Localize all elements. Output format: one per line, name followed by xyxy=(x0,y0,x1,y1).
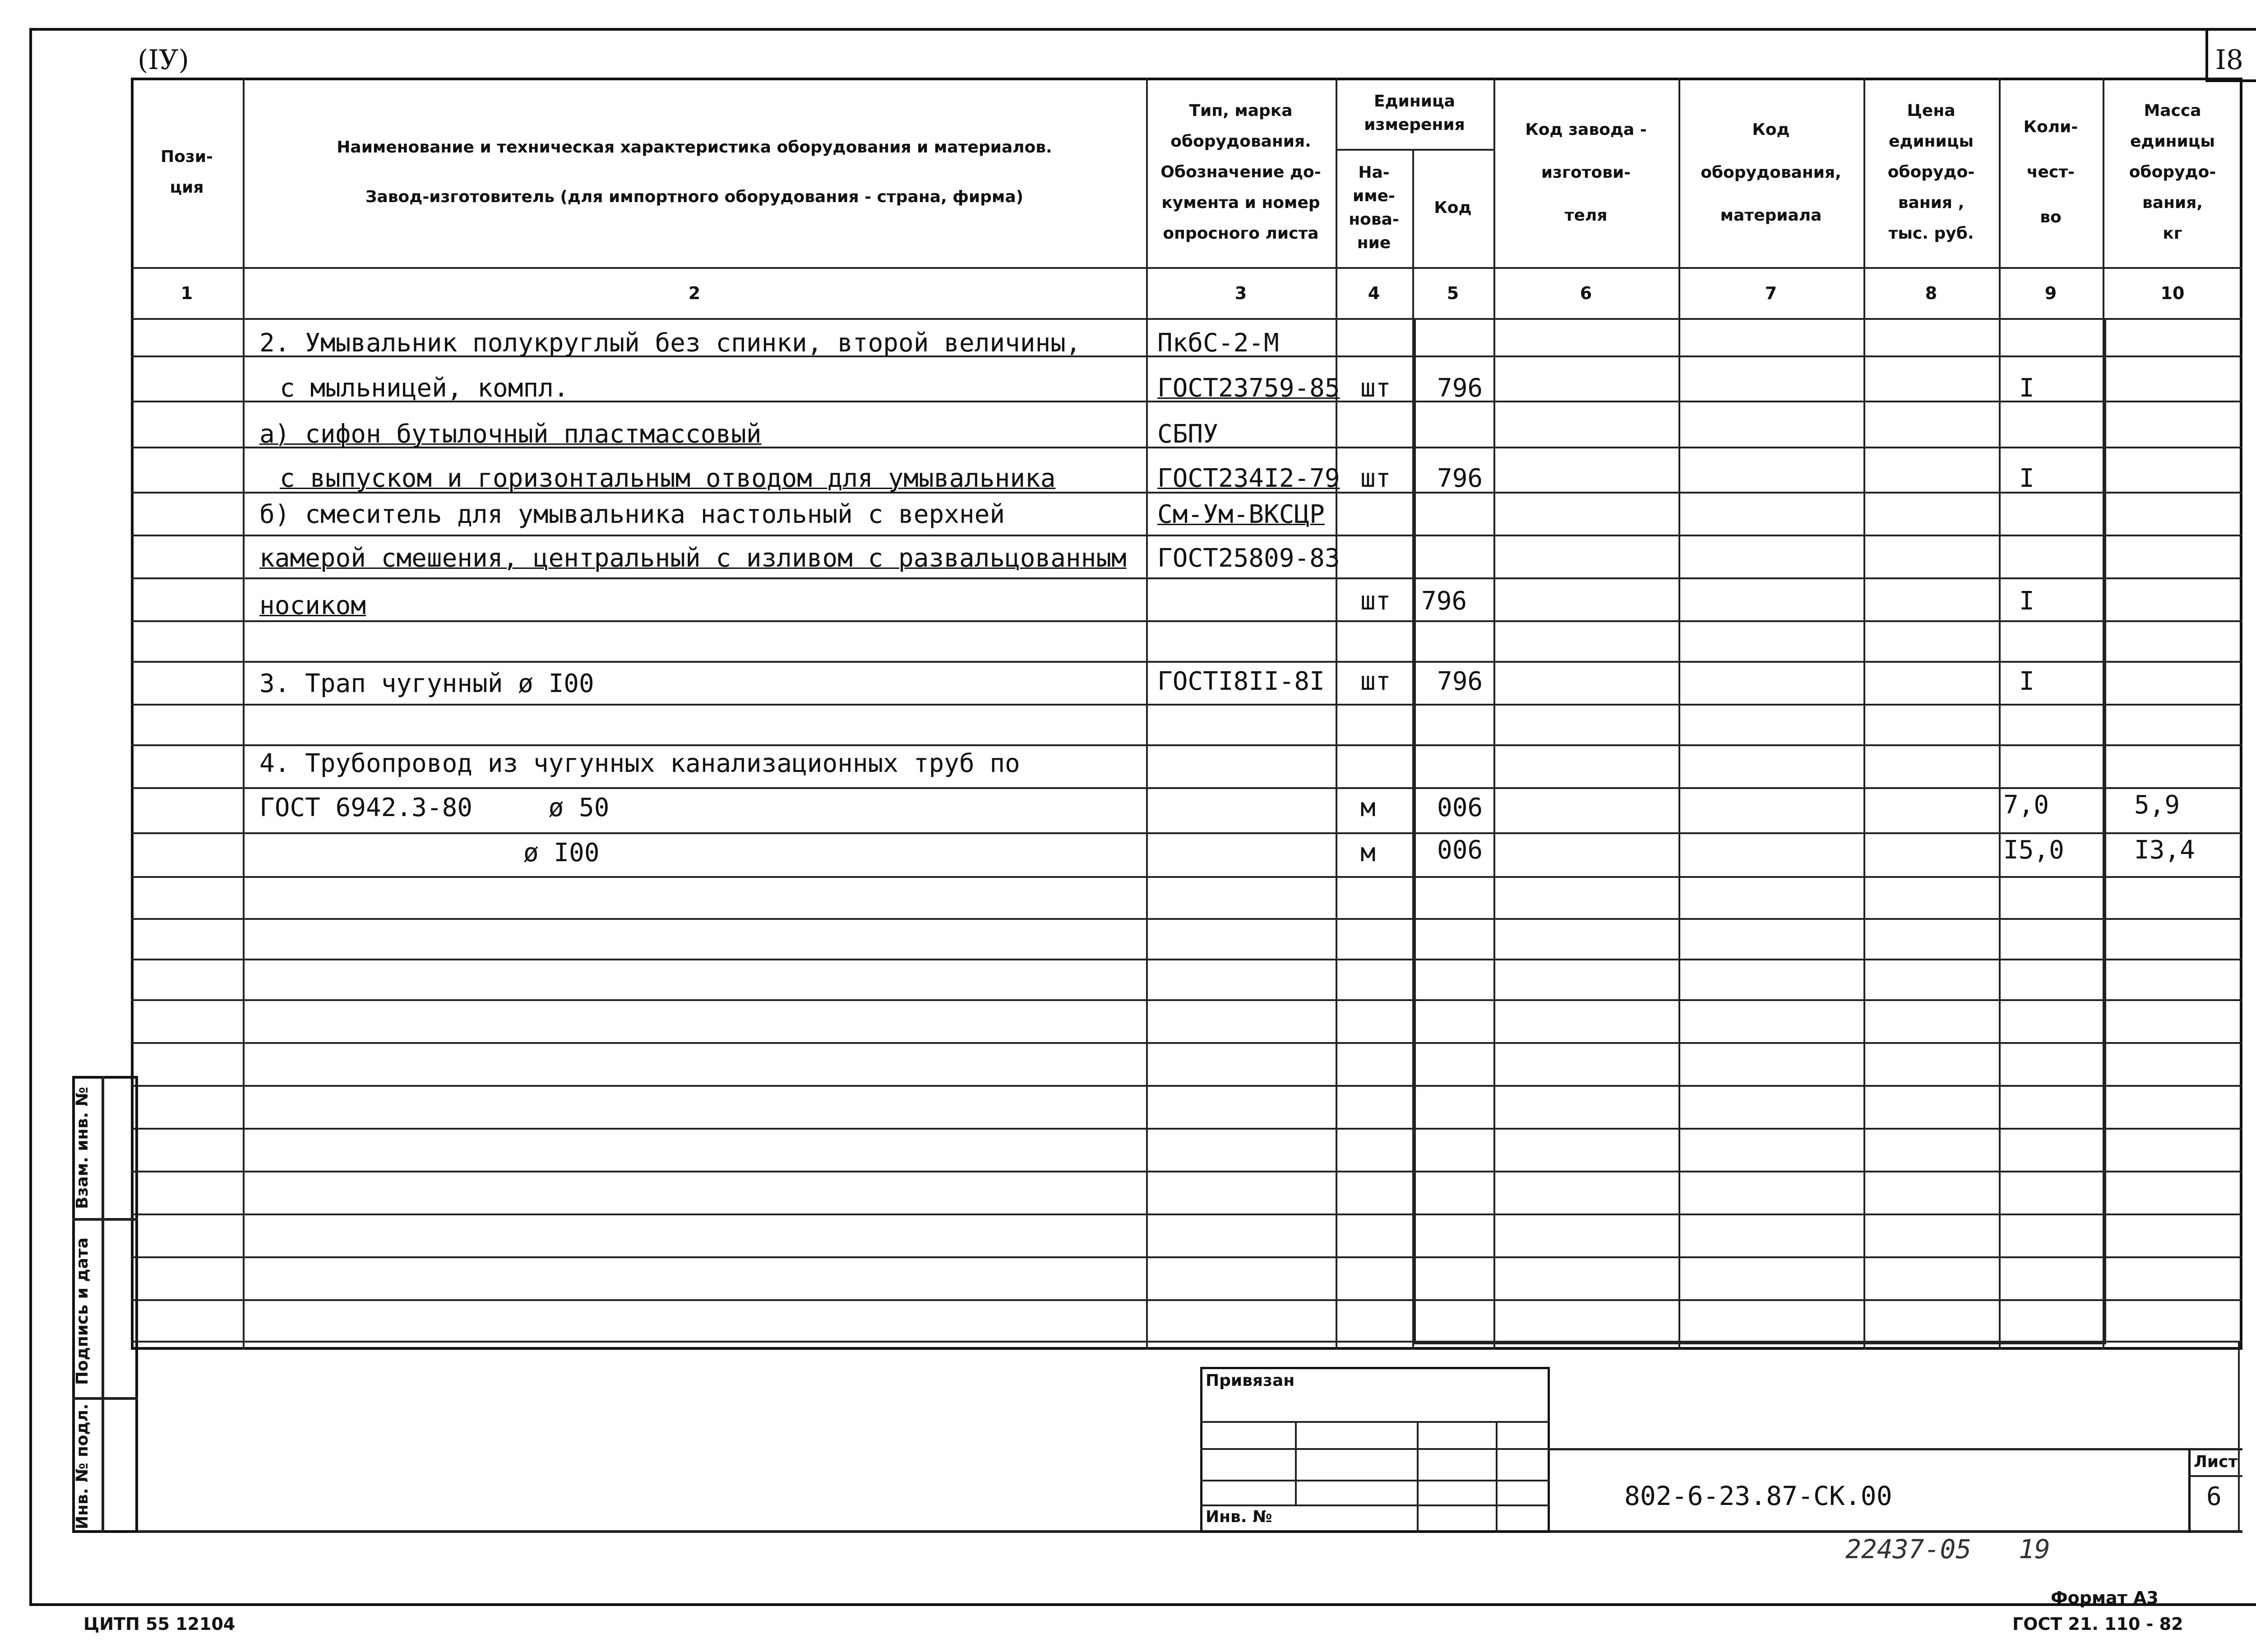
row-divider xyxy=(131,999,2242,1001)
row-mass: 5,9 xyxy=(2134,790,2180,820)
row-name: а) сифон бутылочный пластмассовый xyxy=(259,420,762,449)
row-divider xyxy=(131,1256,2242,1258)
row-code: 796 xyxy=(1437,464,1483,493)
side-label-inv: Инв. № подл. xyxy=(73,1403,92,1529)
row-type: См-Ум-ВКСЦР xyxy=(1157,500,1325,529)
privyazan-label: Привязан xyxy=(1206,1371,1295,1390)
header-type: Тип, марка оборудования. Обозначение до- кумента и номер опросного листа xyxy=(1160,102,1321,243)
page-number: I8 xyxy=(2215,44,2243,76)
row-unit: шт xyxy=(1360,667,1391,696)
row-type: ГОСТ25809-83 xyxy=(1157,544,1340,573)
row-divider xyxy=(131,1171,2242,1172)
row-code: 796 xyxy=(1437,374,1483,403)
list-number: 6 xyxy=(2206,1482,2222,1511)
row-divider xyxy=(131,661,2242,663)
col-number: 9 xyxy=(2044,283,2057,303)
section-mark: (IУ) xyxy=(138,44,189,76)
row-unit: м xyxy=(1360,838,1376,868)
row-divider xyxy=(131,918,2242,920)
row-divider xyxy=(131,876,2242,878)
row-unit: шт xyxy=(1360,464,1391,493)
row-mass: I3,4 xyxy=(2134,835,2195,865)
col-number: 2 xyxy=(688,283,701,303)
side-label-podpis: Подпись и дата xyxy=(73,1237,92,1385)
row-type: ПкбС-2-М xyxy=(1157,328,1279,358)
col-number: 3 xyxy=(1234,283,1247,303)
row-divider xyxy=(131,832,2242,834)
row-name: 2. Умывальник полукруглый без спинки, второй величины, xyxy=(259,328,1081,358)
list-label: Лист xyxy=(2194,1453,2238,1471)
footer-left: ЦИТП 55 12104 xyxy=(83,1614,236,1634)
row-unit: шт xyxy=(1360,374,1391,403)
header-unit-group: Единица измерения xyxy=(1364,92,1465,134)
col-number: 8 xyxy=(1925,283,1937,303)
archive-stamp: 22437-05 19 xyxy=(1845,1534,2050,1564)
inv-no-label: Инв. № xyxy=(1206,1508,1272,1526)
col-number: 7 xyxy=(1765,283,1777,303)
col-number: 10 xyxy=(2160,283,2185,303)
row-code: 796 xyxy=(1421,586,1467,616)
row-qty: I xyxy=(2019,464,2034,493)
row-unit: шт xyxy=(1360,586,1391,616)
row-name: 4. Трубопровод из чугунных канализационных труб по xyxy=(259,749,1020,778)
row-name: с мыльницей, компл. xyxy=(280,374,569,403)
row-divider xyxy=(131,535,2242,536)
col-number: 6 xyxy=(1580,283,1592,303)
row-name: б) смеситель для умывальника настольный с верхней xyxy=(259,500,1005,529)
col-number: 5 xyxy=(1447,283,1459,303)
header-name: Наименование и техническая характеристика оборудования и материалов. Завод-изготовитель (для импортного оборудования - страна, фирма) xyxy=(337,138,1052,206)
row-qty: 7,0 xyxy=(2003,790,2049,820)
row-name: с выпуском и горизонтальным отводом для умывальника xyxy=(280,464,1056,493)
row-type: ГОСТI8II-8I xyxy=(1157,667,1325,696)
row-code: 006 xyxy=(1437,835,1483,865)
row-type: ГОСТ234I2-79 xyxy=(1157,464,1340,493)
header-unit-name: На- име- нова- ние xyxy=(1349,163,1399,252)
row-name: 3. Трап чугунный ø I00 xyxy=(259,669,594,698)
row-divider xyxy=(131,1042,2242,1044)
header-factory-code: Код завода - изготови- теля xyxy=(1525,120,1647,225)
row-name: ø I00 xyxy=(523,838,600,868)
row-divider xyxy=(131,744,2242,746)
row-divider xyxy=(131,959,2242,960)
row-qty: I xyxy=(2019,667,2034,696)
row-qty: I xyxy=(2019,586,2034,616)
row-code: 006 xyxy=(1437,793,1483,822)
row-type: СБПУ xyxy=(1157,420,1218,449)
footer-format: Формат А3 xyxy=(2051,1588,2159,1608)
row-qty: I xyxy=(2019,374,2034,403)
header-unit-code: Код xyxy=(1434,198,1472,217)
row-name: камерой смешения, центральный с изливом с развальцованным xyxy=(259,544,1127,573)
header-price: Цена единицы оборудо- вания , тыс. руб. xyxy=(1887,102,1975,243)
row-divider xyxy=(131,1299,2242,1301)
header-quantity: Коли- чест- во xyxy=(2023,118,2078,226)
document-code: 802-6-23.87-СК.00 xyxy=(1624,1481,1892,1511)
row-qty: I5,0 xyxy=(2003,835,2064,865)
row-type: ГОСТ23759-85 xyxy=(1157,374,1340,403)
row-divider xyxy=(131,704,2242,706)
row-name: носиком xyxy=(259,591,366,620)
row-unit: м xyxy=(1360,793,1376,822)
header-position: Пози- ция xyxy=(161,148,213,197)
row-divider xyxy=(131,577,2242,579)
header-mass: Масса единицы оборудо- вания, кг xyxy=(2129,102,2216,243)
row-divider xyxy=(131,787,2242,789)
row-name: ГОСТ 6942.3-80 ø 50 xyxy=(259,793,610,822)
col-number: 4 xyxy=(1368,283,1380,303)
row-divider xyxy=(131,1128,2242,1130)
side-label-vzam: Взам. инв. № xyxy=(73,1087,92,1209)
header-equipment-code: Код оборудования, материала xyxy=(1701,120,1841,225)
col-number: 1 xyxy=(180,283,193,303)
row-code: 796 xyxy=(1437,667,1483,696)
row-divider xyxy=(131,1214,2242,1215)
row-divider xyxy=(131,1085,2242,1087)
row-divider xyxy=(131,620,2242,622)
footer-gost: ГОСТ 21. 110 - 82 xyxy=(2012,1614,2183,1634)
